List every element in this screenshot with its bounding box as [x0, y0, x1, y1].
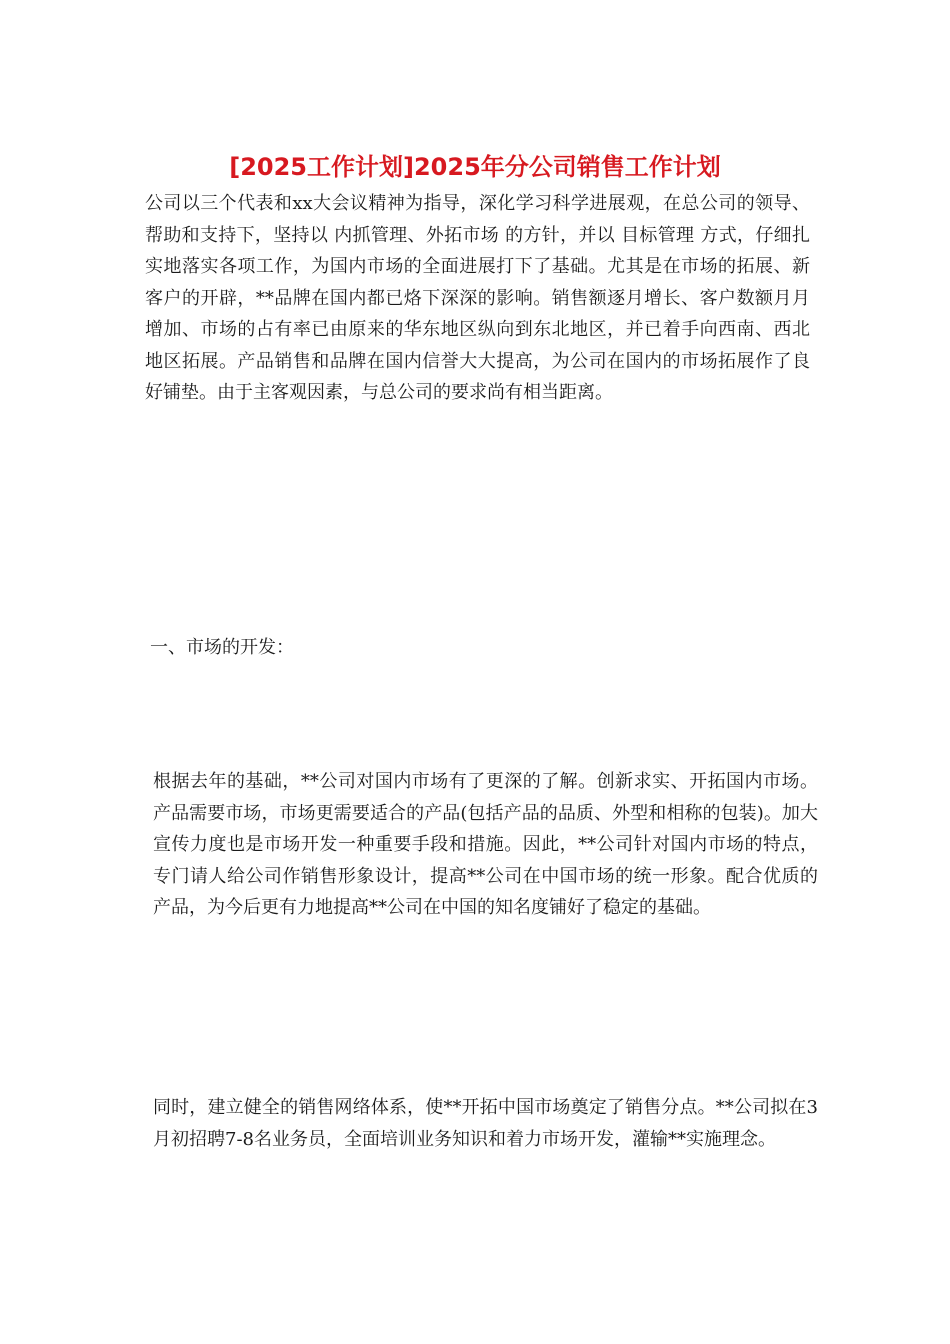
- body-paragraph-1: 根据去年的基础，**公司对国内市场有了更深的了解。创新求实、开拓国内市场。产品需要市场，市场更需要适合的产品(包括产品的品质、外型和相称的包装)。加大宣传力度也是市场开发一种重要手段和措施。因此，**公司针对国内市场的特点，专门请人给公司作销售形象设计，提高**公司在中国市场的统一形象。配合优质的产品，为今后更有力地提高**公司在中国的知名度铺好了稳定的基础。: [153, 771, 818, 918]
- body-paragraph-2: 同时，建立健全的销售网络体系，使**开拓中国市场奠定了销售分点。**公司拟在3月初招聘7-8名业务员，全面培训业务知识和着力市场开发，灌输**实施理念。: [153, 1097, 818, 1150]
- document-title: [2025工作计划]2025年分公司销售工作计划: [229, 153, 721, 181]
- section-heading-market-development: 一、市场的开发：: [150, 637, 294, 658]
- intro-paragraph: 公司以三个代表和xx大会议精神为指导，深化学习科学进展观，在总公司的领导、帮助和支持下，坚持以 内抓管理、外拓市场 的方针，并以 目标管理 方式，仔细扎实地落实各项工作，为国内市场的全面进展打下了基础。尤其是在市场的拓展、新客户的开辟，**品牌在国内都已烙下深深的影响。销售额逐月增长、客户数额月月增加、市场的占有率已由原来的华东地区纵向到东北地区，并已着手向西南、西北地区拓展。产品销售和品牌在国内信誉大大提高，为公司在国内的市场拓展作了良好铺垫。由于主客观因素，与总公司的要求尚有相当距离。: [145, 193, 810, 403]
